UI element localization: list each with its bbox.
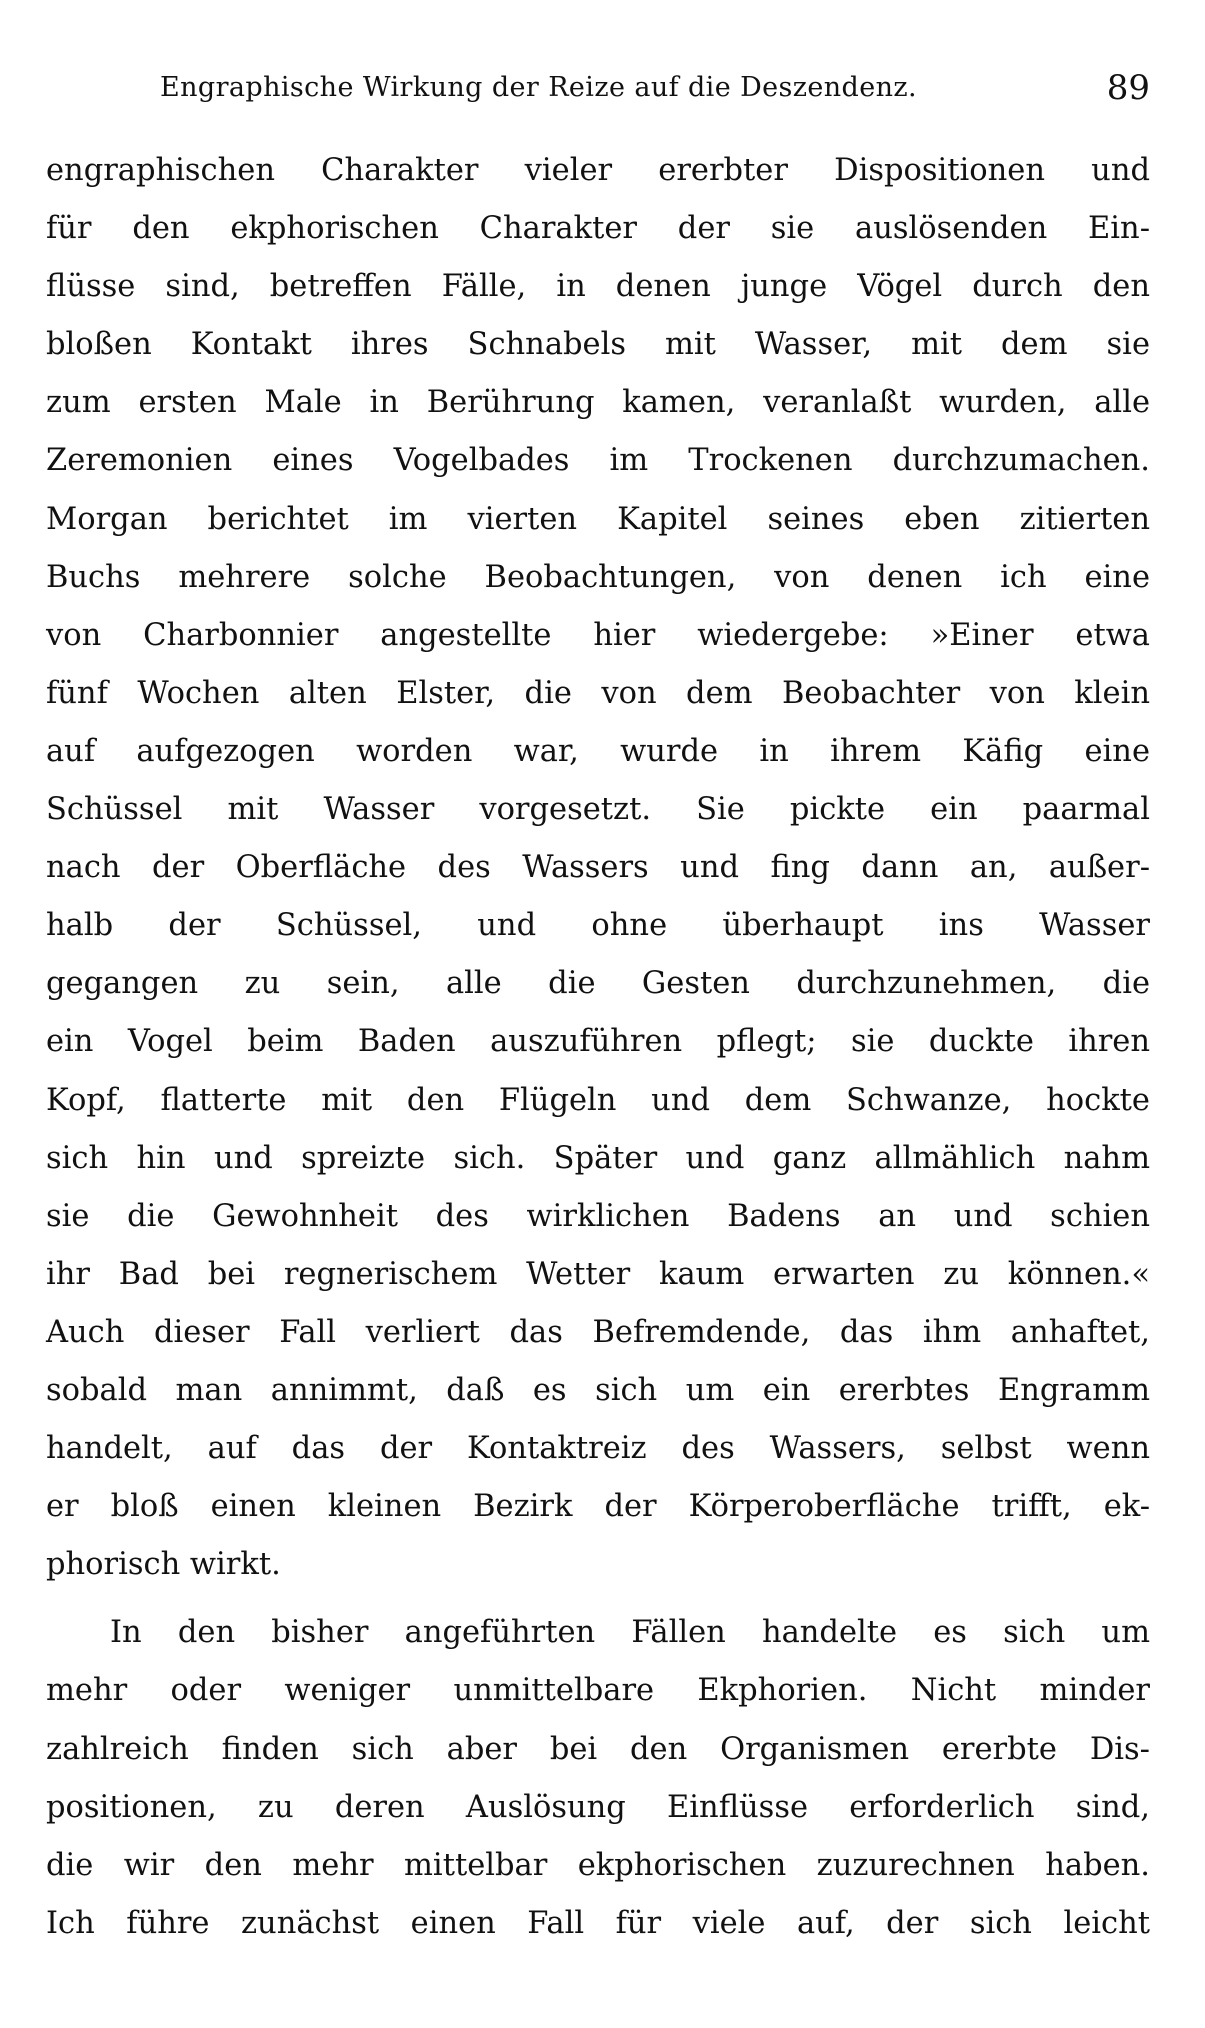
text-line: Morgan berichtet im vierten Kapitel seines eben zitierten: [46, 501, 1150, 537]
text-line: ein Vogel beim Baden auszuführen pflegt; sie duckte ihren: [46, 1024, 1150, 1060]
text-line: halb der Schüssel, und ohne überhaupt ins Wasser: [46, 908, 1150, 944]
text-line: nach der Oberfläche des Wassers und fing dann an, außer-: [46, 850, 1150, 886]
text-line: positionen, zu deren Auslösung Einflüsse erforderlich sind,: [46, 1789, 1150, 1825]
text-line: Zeremonien eines Vogelbades im Trockenen durchzumachen.: [46, 443, 1150, 479]
running-head: Engraphische Wirkung der Reize auf die Deszendenz.: [160, 72, 918, 103]
text-line: Buchs mehrere solche Beobachtungen, von denen ich eine: [46, 559, 1150, 595]
page-body: [46, 142, 1150, 1953]
text-line: zahlreich finden sich aber bei den Organismen ererbte Dis-: [46, 1731, 1150, 1767]
text-line: mehr oder weniger unmittelbare Ekphorien. Nicht minder: [46, 1673, 1150, 1709]
text-line: Schüssel mit Wasser vorgesetzt. Sie pickte ein paarmal: [46, 792, 1150, 828]
text-line: engraphischen Charakter vieler ererbter Dispositionen und: [46, 153, 1150, 188]
text-line: flüsse sind, betreffen Fälle, in denen junge Vögel durch den: [46, 269, 1150, 305]
text-line: die wir den mehr mittelbar ekphorischen zuzurechnen haben.: [46, 1847, 1150, 1883]
text-line: handelt, auf das der Kontaktreiz des Wassers, selbst wenn: [46, 1431, 1150, 1467]
text-line: phorisch wirkt.: [46, 1547, 281, 1583]
text-line: In den bisher angeführten Fällen handelte es sich um: [110, 1615, 1150, 1651]
text-line: für den ekphorischen Charakter der sie auslösenden Ein-: [46, 211, 1150, 247]
text-line: bloßen Kontakt ihres Schnabels mit Wasser, mit dem sie: [46, 327, 1150, 363]
text-line: auf aufgezogen worden war, wurde in ihrem Käfig eine: [46, 733, 1150, 769]
paragraph-1: [46, 142, 1150, 1594]
page-number: 89: [1106, 68, 1150, 108]
page-header: [160, 68, 1150, 118]
text-line: zum ersten Male in Berührung kamen, veranlaßt wurden, alle: [46, 385, 1150, 421]
text-line: Auch dieser Fall verliert das Befremdende, das ihm anhaftet,: [46, 1314, 1150, 1350]
text-line: sobald man annimmt, daß es sich um ein ererbtes Engramm: [46, 1372, 1150, 1408]
text-line: gegangen zu sein, alle die Gesten durchzunehmen, die: [46, 966, 1150, 1002]
paragraph-2: [46, 1604, 1150, 1953]
text-line: Kopf, flatterte mit den Flügeln und dem Schwanze, hockte: [46, 1082, 1150, 1118]
paragraph-spacer: [46, 1594, 1150, 1604]
text-line: Ich führe zunächst einen Fall für viele auf, der sich leicht: [46, 1905, 1150, 1941]
text-line: sie die Gewohnheit des wirklichen Badens an und schien: [46, 1198, 1150, 1234]
text-line: er bloß einen kleinen Bezirk der Körperoberfläche trifft, ek-: [46, 1489, 1150, 1525]
text-line: sich hin und spreizte sich. Später und ganz allmählich nahm: [46, 1140, 1150, 1176]
text-line: fünf Wochen alten Elster, die von dem Beobachter von klein: [46, 675, 1150, 711]
text-line: von Charbonnier angestellte hier wiedergebe: »Einer etwa: [46, 617, 1150, 653]
text-line: ihr Bad bei regnerischem Wetter kaum erwarten zu können.«: [46, 1256, 1150, 1292]
